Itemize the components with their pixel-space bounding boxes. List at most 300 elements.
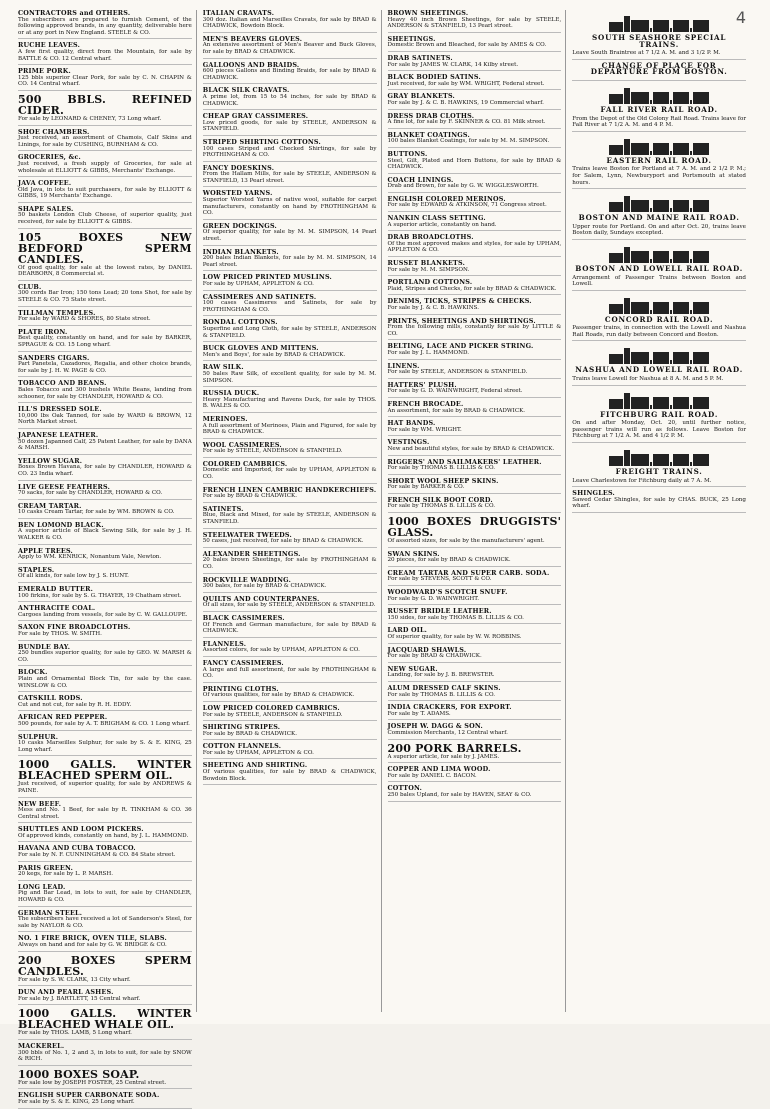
advertisement-heading: ITALIAN CRAVATS. (202, 9, 275, 17)
advertisement (18, 910, 192, 933)
advertisement (203, 87, 377, 110)
advertisement (18, 1092, 192, 1108)
advertisement-body: Pig and Bar Lead, in lots to suit, for sale by CHANDLER, HOWARD & CO. (18, 890, 192, 904)
column-2 (203, 10, 382, 1012)
advertisement-body: For sale by STEELE, ANDERSON & STANFIELD. (202, 711, 343, 718)
train-engraving-icon (572, 344, 746, 364)
advertisement (388, 459, 562, 475)
advertisement-heading: PARIS GREEN. (18, 863, 74, 872)
advertisement-heading: 105 BOXES NEW BEDFORD SPERM CANDLES. (18, 230, 192, 266)
advertisement-body: Arrangement of Passenger Trains between Boston and Lowell. (572, 274, 746, 288)
column-4 (572, 10, 750, 1012)
advertisement (203, 487, 377, 503)
advertisement (388, 318, 562, 341)
advertisement (203, 686, 377, 702)
advertisement (572, 135, 746, 189)
advertisement-heading: BUNDLE BAY. (18, 642, 71, 651)
advertisement-heading: GROCERIES, &c. (18, 153, 81, 162)
advertisement-body: 20 kegs, for sale by L. P. MARSH. (18, 871, 114, 878)
advertisement (18, 801, 192, 824)
advertisement-heading: PRINTS, SHEETINGS AND SHIRTINGS. (387, 316, 536, 325)
advertisement (18, 432, 192, 455)
advertisement-heading: 1000 BOXES SOAP. (18, 1067, 140, 1081)
advertisement (18, 329, 192, 352)
advertisement-body: For sale by BRAD & CHADWICK. (202, 730, 298, 737)
advertisement-heading: AFRICAN RED PEPPER. (18, 713, 108, 722)
advertisement (18, 865, 192, 881)
advertisement (388, 55, 562, 71)
advertisement-body: For sale by THOS. W. SMITH. (18, 631, 102, 637)
advertisement-heading: ILL'S DRESSED SOLE. (18, 405, 102, 414)
advertisement-body: 20 bales brown Sheetings, for sale by FROTHINGHAM & CO. (202, 557, 377, 570)
advertisement-heading: CREAM TARTAR AND SUPER CARB. SODA. (387, 568, 550, 577)
advertisement (203, 36, 377, 59)
advertisement-heading: BLOCK. (18, 668, 48, 677)
advertisement (388, 401, 562, 417)
advertisement (203, 113, 377, 136)
advertisement (388, 363, 562, 379)
advertisement-body: 300 bales, for sale by BRAD & CHADWICK. (202, 583, 327, 590)
advertisement-body: Trains leave Boston for Portland at 7 A. M. and 2 1/2 P. M.; for Salem, Lynn, Newburyport and Portsmouth at stated hours. (572, 166, 746, 186)
advertisement-body: An extensive assortment of Men's Beaver and Buck Gloves, for sale by BRAD & CHADWICK. (202, 42, 377, 55)
advertisement-heading: SHIRTING STRIPES. (202, 723, 281, 732)
advertisement-heading: CATSKILL RODS. (18, 694, 83, 703)
advertisement-heading: GRAY BLANKETS. (387, 92, 455, 101)
advertisement (18, 180, 192, 203)
advertisement-heading: BLACK SILK CRAVATS. (202, 86, 290, 95)
advertisement-heading: CHANGE OF PLACE FOR DEPARTURE FROM BOSTON. (590, 60, 728, 77)
advertisement (388, 766, 562, 782)
advertisement-heading: YELLOW SUGAR. (18, 456, 83, 465)
advertisement-heading: CASSIMERES AND SATINETS. (202, 292, 317, 301)
advertisement (388, 113, 562, 129)
advertisement-body: Of all kinds, for sale low by J. S. HUNT. (18, 573, 129, 580)
advertisement-heading: SHAPE SALES. (18, 204, 74, 213)
advertisement-body: Of assorted sizes, for sale by the manufacturers' agent. (387, 538, 545, 545)
advertisement (18, 989, 192, 1005)
advertisement (203, 165, 377, 188)
advertisement-body: Of various qualities, for sale by BRAD & CHADWICK, Bowdoin Block. (202, 769, 377, 782)
advertisement (572, 344, 746, 385)
advertisement-heading: NASHUA AND LOWELL RAIL ROAD. (575, 365, 744, 375)
advertisement-body: 10 casks Cream Tartar, for sale by WM. BROWN & CO. (18, 509, 175, 516)
advertisement (18, 1069, 192, 1090)
advertisement (203, 724, 377, 740)
advertisement-heading: EASTERN RAIL ROAD. (606, 155, 712, 165)
page-number: 4 (735, 8, 746, 27)
advertisement-heading: EMERALD BUTTER. (18, 585, 94, 594)
advertisement-heading: CLUB. (18, 282, 42, 291)
advertisement-body: On and after Monday, Oct. 20, until further notice, passenger trains will run as follows. Leave Boston for Fitchburg at 7 1/2 A. M. and 4 1/2 P. M. (572, 420, 746, 440)
advertisement (18, 1043, 192, 1066)
advertisement-body: Just received, for sale by WM. WRIGHT, Federal street. (387, 80, 545, 87)
advertisement-heading: COTTON FLANNELS. (202, 742, 282, 751)
advertisement-heading: RUSSIA DUCK. (202, 389, 260, 398)
advertisement-body: 600 pieces Gallons and Binding Braids, for sale by BRAD & CHADWICK. (202, 68, 377, 81)
advertisement-body: Trains leave Lowell for Nashua at 8 A. M. and 5 P. M. (572, 376, 724, 383)
advertisement (203, 743, 377, 759)
advertisement-body: Leave South Braintree at 7 1/2 A. M. and 3 1/2 P. M. (572, 50, 721, 57)
advertisement-body: For sale by J. L. HAMMOND. (387, 349, 470, 356)
advertisement-body: Cargoes landing from vessels, for sale by C. W. GALLOUPE. (18, 611, 188, 618)
advertisement-body: From the Depot of the Old Colony Rail Road. Trains leave for Fall River at 7 1/2 A. M. and 4 P. M. (572, 115, 746, 129)
advertisement (572, 446, 746, 487)
advertisement-body: Of good quality, for sale at the lowest rates, by DANIEL DEARBORN, 8 Commercial st. (18, 264, 192, 278)
advertisement-heading: TILLMAN TEMPLES. (18, 308, 96, 317)
advertisement (18, 845, 192, 861)
advertisement (388, 10, 562, 33)
advertisement (203, 62, 377, 85)
advertisement (18, 380, 192, 403)
advertisement (18, 884, 192, 907)
advertisement-body: Just received, an assortment of Chamois, Calf Skins and Linings, for sale by CUSHING, BURNHAM & CO. (18, 135, 192, 148)
advertisement-body: Drab and Brown, for sale by G. W. WIGGLESWORTH. (387, 183, 539, 190)
advertisement-heading: PRINTING CLOTHS. (202, 684, 279, 693)
advertisement-heading: CONCORD RAIL ROAD. (604, 314, 714, 324)
advertisement-heading: LOW PRICED PRINTED MUSLINS. (202, 273, 332, 282)
advertisement-body: An assortment, for sale by BRAD & CHADWICK. (387, 407, 526, 414)
advertisement (388, 343, 562, 359)
train-engraving-icon (572, 243, 746, 263)
advertisement-body: Always on hand and for sale by G. W. BRIDGE & CO. (18, 942, 167, 948)
advertisement (388, 177, 562, 193)
train-engraving-icon (572, 84, 746, 104)
advertisement (203, 319, 377, 342)
advertisement-body: For sale by THOMAS B. LILLIS & CO. (387, 465, 495, 472)
advertisement-body: Domestic and Imported, for sale by UPHAM, APPLETON & CO. (202, 467, 377, 481)
train-engraving-icon (572, 135, 746, 155)
advertisement-body: For sale by BRAD & CHADWICK. (202, 493, 298, 500)
advertisement-body: Sawed Cedar Shingles, for sale by CHAS. BUCK, 25 Long wharf. (572, 496, 746, 510)
advertisement (388, 279, 562, 295)
advertisement-heading: ROCKVILLE WADDING. (202, 575, 291, 584)
advertisement-heading: INDIA CRACKERS, FOR EXPORT. (387, 703, 512, 712)
advertisement-body: For sale by N. F. CUNNINGHAM & CO. 84 State street. (18, 852, 176, 859)
advertisement-heading: RONDAL COTTONS. (202, 318, 278, 327)
advertisement-body: Plain and Ornamental Block Tin, for sale by the case. WINSLOW & CO. (18, 675, 192, 689)
advertisement-body: A superior article of Black Sewing Silk, for sale by J. H. WALKER & CO. (18, 528, 192, 542)
advertisement (572, 389, 746, 443)
advertisement (388, 608, 562, 624)
advertisement-body: Of superior quality, for sale by W. W. ROBBINS. (387, 634, 522, 640)
advertisement-heading: FRENCH SILK BOOT CORD. (387, 495, 493, 504)
advertisement (18, 42, 192, 65)
advertisement (18, 624, 192, 640)
advertisement-body: Assorted colors, for sale by UPHAM, APPLETON & CO. (202, 647, 360, 654)
advertisement-heading: JAPANESE LEATHER. (18, 430, 99, 439)
advertisement (388, 478, 562, 494)
advertisement-body: 50 bales Raw Silk, of excellent quality, for sale by M. M. SIMPSON. (202, 370, 377, 384)
advertisement-body: Just received, of superior quality, for sale by ANDREWS & PAINE. (18, 781, 192, 794)
advertisement-heading: GERMAN STEEL. (18, 908, 83, 917)
advertisement-body: For sale by J. & C. B. HAWKINS. (387, 305, 480, 311)
advertisement-body: The subscribers are prepared to furnish Cement, of the following approved brands, in any quantity, deliverable here or at any port in New England. STEELE & CO. (18, 16, 192, 36)
advertisement-body: A fine lot, for sale by F. SKINNER & CO. 81 Milk street. (387, 119, 546, 126)
advertisement (203, 705, 377, 721)
advertisement-body: For sale by THOMAS B. LILLIS & CO. (387, 503, 495, 510)
advertisement-body: For sale by THOMAS B. LILLIS & CO. (387, 691, 495, 698)
advertisement-body: For sale by JAMES W. CLARK, 14 Kilby street. (387, 61, 519, 68)
train-engraving-icon (572, 192, 746, 212)
advertisement (18, 759, 192, 797)
advertisement (388, 589, 562, 605)
advertisement-body: Of various qualities, for sale by BRAD & CHADWICK. (202, 692, 355, 699)
advertisement-body: 70 sacks, for sale by CHANDLER, HOWARD & CO. (18, 490, 163, 497)
advertisement-body: Bales Tobacco and 300 bushels White Beans, landing from schooner, for sale by CHANDLER, HOWARD & CO. (18, 386, 192, 400)
advertisement-heading: NANKIN CLASS SETTING. (387, 214, 486, 223)
advertisement-body: 100 cases Cassimeres and Satinets, for sale by FROTHINGHAM & CO. (202, 300, 377, 313)
advertisement (18, 695, 192, 711)
advertisement-heading: SOUTH SEASHORE SPECIAL TRAINS. (592, 33, 727, 49)
advertisement (388, 382, 562, 398)
advertisement-heading: FITCHBURG RAIL ROAD. (600, 409, 719, 419)
advertisement (18, 955, 192, 987)
advertisement-body: 300 bbls of No. 1, 2 and 3, in lots to suit, for sale by SNOW & RICH. (18, 1049, 192, 1063)
advertisement (203, 615, 377, 638)
advertisement (388, 685, 562, 701)
advertisement-heading: RIGGERS' AND SAILMAKERS' LEATHER. (387, 457, 542, 466)
advertisement-body: The subscribers have received a lot of Sanderson's Steel, for sale by NAYLOR & CO. (18, 916, 192, 929)
train-engraving-icon (572, 12, 746, 32)
advertisement-heading: TOBACCO AND BEANS. (18, 379, 107, 388)
advertisement (203, 762, 377, 785)
advertisement (18, 826, 192, 842)
advertisement (388, 196, 562, 212)
advertisement-heading: SHUTTLES AND LOOM PICKERS. (18, 825, 144, 834)
advertisement-body: For sale by J. & C. B. HAWKINS, 19 Commercial wharf. (387, 99, 544, 106)
advertisement-heading: WORSTED YARNS. (202, 189, 273, 198)
advertisement (388, 516, 562, 548)
advertisement-body: 50 baskets London Club Cheese, of superior quality, just received, for sale by ELLIOTT & GIBBS. (18, 212, 192, 226)
advertisement-heading: SHINGLES. (572, 489, 615, 498)
advertisement (203, 641, 377, 657)
train-engraving-icon (572, 389, 746, 409)
advertisement-heading: ENGLISH COLORED MERINOS. (387, 194, 506, 203)
advertisement-body: For sale by BARKER & CO. (387, 484, 465, 491)
advertisement-heading: PLATE IRON. (18, 327, 68, 336)
advertisement-body: 10,000 lbs Oak Tanned, for sale by WARD & BROWN, 12 North Market street. (18, 412, 192, 426)
advertisement (388, 260, 562, 276)
train-engraving-icon (572, 294, 746, 314)
advertisement (388, 74, 562, 90)
advertisement-heading: NEW BEEF. (18, 799, 62, 808)
advertisement (18, 1008, 192, 1040)
advertisement-heading: RUCHE LEAVES. (18, 41, 81, 50)
advertisement (18, 310, 192, 326)
advertisement-heading: STEELWATER TWEEDS. (202, 530, 292, 539)
advertisement-heading: WOOL CASSIMERES. (202, 440, 282, 449)
advertisement-body: Landing, for sale by J. B. BREWSTER. (387, 672, 495, 679)
advertisement-body: Superfine and Long Cloth, for sale by STEELE, ANDERSON & STANFIELD. (202, 325, 377, 339)
advertisement-body: For sale by LEONARD & CHENEY, 73 Long wharf. (18, 115, 162, 122)
advertisement-body: For sale by THOS. LAMB, 5 Long wharf. (18, 1030, 132, 1037)
advertisement-heading: DRAB BROADCLOTHS. (387, 233, 474, 242)
advertisement-heading: GREEN DOCKINGS. (202, 221, 277, 230)
advertisement-heading: ALUM DRESSED CALF SKINS. (387, 683, 501, 692)
advertisement-heading: SHORT WOOL SHEEP SKINS. (387, 476, 499, 485)
advertisement-heading: HAT BANDS. (387, 419, 436, 428)
advertisement-heading: SWAN SKINS. (387, 549, 440, 558)
advertisement-body: Cut and not cut, for sale by R. H. EDDY. (18, 701, 132, 708)
advertisement (572, 192, 746, 240)
advertisement-heading: STRIPED SHIRTING COTTONS. (202, 137, 321, 146)
advertisement-heading: MEN'S BEAVERS GLOVES. (202, 34, 303, 43)
advertisement-heading: BEN LOMOND BLACK. (18, 520, 104, 529)
advertisement (388, 93, 562, 109)
advertisement (18, 129, 192, 152)
column-1 (18, 9, 197, 1105)
advertisement (18, 355, 192, 378)
advertisement-heading: BLACK BODIED SATINS. (387, 73, 481, 82)
advertisement-heading: COTTON. (387, 784, 423, 793)
advertisement-body: 300 cords Bar Iron; 150 tons Lead; 20 tons Shot, for sale by STEELE & CO. 75 State street. (18, 290, 192, 304)
advertisement (18, 586, 192, 602)
advertisement-heading: RUSSET BLANKETS. (387, 259, 466, 268)
advertisement (203, 461, 377, 484)
advertisement (18, 522, 192, 545)
advertisement-heading: LONG LEAD. (18, 882, 66, 891)
advertisement (388, 743, 562, 764)
advertisement-body: For sale by S. & E. KING, 25 Long wharf. (18, 1098, 135, 1105)
advertisement-heading: LIVE GEESE FEATHERS. (18, 482, 111, 491)
advertisement-body: Leave Charlestown for Fitchburg daily at 7 A. M. (572, 477, 712, 484)
advertisement-heading: SHEETINGS. (387, 34, 436, 43)
advertisement-heading: FRENCH BROCADE. (387, 399, 464, 408)
advertisement-heading: BOSTON AND MAINE RAIL ROAD. (578, 213, 740, 223)
advertisement (203, 345, 377, 361)
advertisement-body: 20 pieces, for sale by BRAD & CHADWICK. (387, 557, 511, 564)
advertisement (388, 132, 562, 148)
advertisement-heading: FANCY DOESKINS. (202, 163, 275, 172)
advertisement-heading: SAXON FINE BROADCLOTHS. (18, 623, 131, 632)
advertisement (572, 294, 746, 342)
advertisement (203, 223, 377, 246)
advertisement-body: Of the most approved makes and styles, for sale by UPHAM, APPLETON & CO. (387, 240, 562, 254)
advertisement (18, 68, 192, 91)
advertisement-body: Of all sizes, for sale by STEELE, ANDERSON & STANFIELD. (202, 602, 376, 609)
advertisement-body: For sale by STEELE, ANDERSON & STANFIELD. (202, 448, 343, 455)
advertisement-body: 200 bales Indian Blankets, for sale by M. M. SIMPSON, 14 Pearl street. (202, 255, 377, 268)
advertisement-body: Commission Merchants, 12 Central wharf. (387, 729, 508, 736)
advertisement (388, 234, 562, 257)
advertisement (18, 605, 192, 621)
advertisement (388, 439, 562, 455)
advertisement-heading: FREIGHT TRAINS. (615, 467, 703, 477)
advertisement-heading: PORTLAND COTTONS. (387, 278, 473, 287)
advertisement-heading: JAVA COFFEE. (18, 179, 72, 188)
advertisement-body: For sale by WM. WRIGHT. (387, 426, 462, 433)
advertisement (18, 206, 192, 229)
advertisement-heading: BLANKET COATINGS. (387, 130, 470, 139)
advertisement-body: 250 bundles superior quality, for sale by GEO. W. MARSH & CO. (18, 650, 192, 663)
advertisement (203, 532, 377, 548)
advertisement-heading: FLANNELS. (202, 639, 247, 648)
advertisement-heading: LARD OIL. (387, 626, 428, 635)
advertisement (203, 364, 377, 387)
advertisement-heading: CONTRACTORS and OTHERS. (18, 9, 131, 17)
advertisement (18, 644, 192, 667)
advertisement (572, 60, 746, 81)
advertisement-heading: NO. 1 FIRE BRICK, OVEN TILE, SLABS. (18, 934, 167, 943)
advertisement-heading: DRAB SATINETS. (387, 53, 453, 62)
advertisement-body: 100 bales Blanket Coatings, for sale by M. M. SIMPSON. (387, 138, 550, 145)
advertisement-body: For sale by UPHAM, APPLETON & CO. (202, 281, 314, 287)
advertisement-heading: SHEETING AND SHIRTING. (202, 761, 308, 770)
advertisement-body: Heavy Manufacturing and Ravens Duck, for sale by THOS. B. WALES & CO. (202, 396, 377, 410)
advertisement-body: Of superior quality, for sale by M. M. SIMPSON, 14 Pearl street. (202, 229, 377, 243)
advertisement-heading: MERINOES. (202, 414, 248, 423)
advertisement-body: For sale by G. D. WAINWRIGHT, Federal street. (387, 388, 523, 395)
advertisement (18, 935, 192, 951)
advertisement-body: For sale by G. D. WAINWRIGHT. (387, 595, 479, 602)
advertisement-heading: BUCK GLOVES AND MITTENS. (202, 344, 319, 353)
advertisement (203, 660, 377, 683)
advertisement-body: For sale by UPHAM, APPLETON & CO. (202, 749, 314, 756)
advertisement-body: Part Panetela, Cazadores, Regalia, and other choice brands, for sale by J. H. W. PAGE & CO. (18, 361, 192, 374)
advertisement (388, 647, 562, 663)
advertisement-heading: STAPLES. (18, 565, 55, 574)
advertisement-body: Of approved kinds, constantly on hand, by J. L. HAMMOND. (18, 832, 189, 839)
advertisement-body: For sale by WARD & SHORES, 80 State street. (18, 316, 151, 323)
advertisement-body: A few first quality, direct from the Mountain, for sale by BATTLE & CO. 12 Central wharf. (18, 48, 192, 62)
advertisement-heading: MACKEREL. (18, 1041, 65, 1050)
advertisement (203, 506, 377, 529)
advertisement (388, 151, 562, 174)
advertisement (388, 785, 562, 801)
advertisement-heading: DENIMS, TICKS, STRIPES & CHECKS. (387, 297, 532, 306)
advertisement-heading: INDIAN BLANKETS. (202, 247, 279, 256)
advertisement-heading: BOSTON AND LOWELL RAIL ROAD. (575, 263, 744, 273)
advertisement-heading: QUILTS AND COUNTERPANES. (202, 594, 320, 603)
advertisement-body: For sale by STEELE, ANDERSON & STANFIELD. (387, 369, 528, 376)
advertisement-body: A large and full assortment, for sale by FROTHINGHAM & CO. (202, 666, 377, 680)
advertisement-heading: CREAM TARTAR. (18, 501, 82, 510)
advertisement-heading: RAW SILK. (202, 363, 244, 372)
advertisement (18, 484, 192, 500)
advertisement-heading: ANTHRACITE COAL. (18, 604, 96, 613)
advertisement (203, 294, 377, 317)
advertisement-body: Heavy 40 inch Brown Sheetings, for sale by STEELE, ANDERSON & STANFIELD, 13 Pearl street. (387, 16, 562, 30)
advertisement (18, 734, 192, 757)
advertisement-body: Domestic Brown and Bleached, for sale by AMES & CO. (387, 42, 547, 49)
advertisement-body: 50 cases, just received, for sale by BRAD & CHADWICK. (202, 538, 364, 545)
advertisement-body: 100 cases Striped and Checked Shirtings, for sale by FROTHINGHAM & CO. (202, 145, 377, 159)
advertisement-heading: SHOE CHAMBERS. (18, 127, 90, 136)
advertisement-body: 500 pounds, for sale by A. T. BRIGHAM & CO. 1 Long wharf. (18, 720, 190, 727)
advertisement-heading: LOW PRICED COLORED CAMBRICS. (202, 703, 340, 712)
advertisement-heading: 500 BBLS. REFINED CIDER. (18, 92, 192, 117)
advertisement-heading: FRENCH LINEN CAMBRIC HANDKERCHIEFS. (202, 485, 377, 494)
advertisement (203, 442, 377, 458)
advertisement (572, 84, 746, 132)
advertisement-heading: PRIME PORK. (18, 67, 71, 76)
advertisement (203, 190, 377, 219)
advertisement-heading: COLORED CAMBRICS. (202, 459, 288, 468)
advertisement-body: A prime lot, from 15 to 54 inches, for sale by BRAD & CHADWICK. (202, 93, 377, 107)
advertisement-body: Superior Worsted Yarns of native wool, suitable for carpet manufacturers, constantly on hand by FROTHINGHAM & CO. (202, 197, 377, 217)
train-engraving-icon (572, 446, 746, 466)
advertisement (18, 567, 192, 583)
advertisement-body: 125 bbls superior Clear Pork, for sale by C. N. CHAPIN & CO. 14 Central wharf. (18, 74, 192, 88)
advertisement-heading: CHEAP GRAY CASSIMERES. (202, 112, 309, 121)
advertisement-heading: JOSEPH W. DAGG & SON. (387, 722, 483, 731)
advertisement (203, 596, 377, 612)
advertisement-heading: LINENS. (387, 361, 420, 370)
advertisement-body: Low priced goods, for sale by STEELE, ANDERSON & STANFIELD. (202, 119, 377, 133)
advertisement-body: Just received, a fresh supply of Groceries, for sale at wholesale at ELLIOTT & GIBBS, Merchants' Exchange. (18, 160, 192, 174)
advertisement-heading: BELTING, LACE AND PICKER STRING. (387, 342, 534, 351)
advertisement (18, 503, 192, 519)
